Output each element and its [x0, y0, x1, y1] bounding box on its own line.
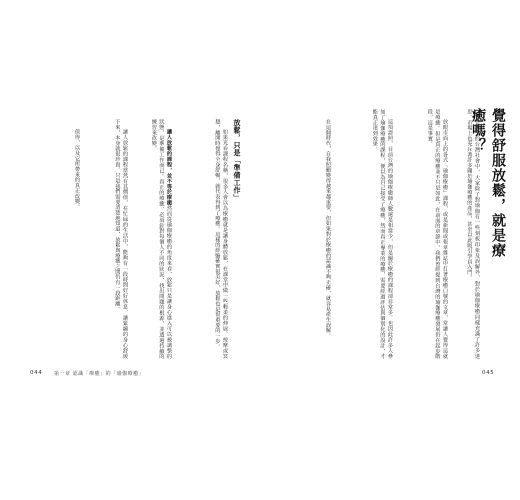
- left-paragraph-2: [132, 119, 172, 359]
- right-paragraph-3: 這項證照，目前台灣的瑜伽療癒師人數還是相當少，但是關於療癒的課程卻非常多。也因此許多人參加了瑜伽療癒的課程，便以為自己接受了療癒，然而真正專業的療癒，需要經過評估與個別化的設計，才能真正達到效果。: [371, 109, 393, 359]
- left-paragraph-3: 讓人放鬆的課程當然有其價值，在忙碌的生活中，能夠有一段時間好好休息、讓緊繃的身心舒緩下來，本身就很珍貴。只是我們需要清楚地知道，放鬆與療癒之間仍有一段距離。: [114, 119, 128, 359]
- left-paragraph-2-text: 然而從瑜伽療癒的角度來看，放鬆只是讓身心進入可以被調整的狀態，是準備工作而已。真正的療癒，必須針對每個人不同的狀況，找出問題的根源，並透過持續的練習來改變。: [150, 119, 172, 359]
- page-title: 覺得舒服放鬆，就是療癒嗎？: [470, 108, 506, 258]
- section-heading: 放鬆，只是「準備工作」: [233, 119, 242, 202]
- left-paragraph-4: 值得，以及它所帶來的真正改變。: [74, 129, 80, 210]
- right-paragraph-2: 放眼市面上的各式「瑜伽療癒」課程，或是新聞或報章雜誌中打著療癒口號的文章，常讓人覺得這就是療癒。但是真正的療癒並不只是如此，在前面的章節中，我們曾經提到台灣的瑜伽療癒發展仍在起步階段，這是事實。: [426, 109, 448, 359]
- right-paragraph-1: 在現今的台灣社會中，大家除了對瑜伽有一些刻板印象及誤解外，對於瑜伽療癒同樣充滿了許多迷思。市場上也充斥著許多關於瑜伽療癒的產品，甚至以此吸引學員入門。: [466, 109, 480, 359]
- running-footer-chapter: 第一章 認識「療癒」的「瑜伽療癒」: [54, 371, 145, 377]
- page-number-right: 045: [482, 370, 495, 376]
- page-number-left: 044: [30, 370, 43, 376]
- bold-phrase: 讓人放鬆的課程，並不等於療癒: [166, 129, 172, 206]
- right-paragraph-4: 在這個時代，自我照顧變得越來越重要，但如果對於療癒的認識不夠正確，就容易產生誤解。: [325, 119, 331, 339]
- right-page: [260, 0, 520, 500]
- left-paragraph-1: 如果光看課程名稱，很多人會以為療癒就是讓身體放鬆，在課堂中做一些輕柔的伸展、按摩或冥想，離開時覺得全身舒暢，就代表得到了療癒。這樣的經驗確實很美好，放鬆也是很重要的一步。: [214, 119, 228, 359]
